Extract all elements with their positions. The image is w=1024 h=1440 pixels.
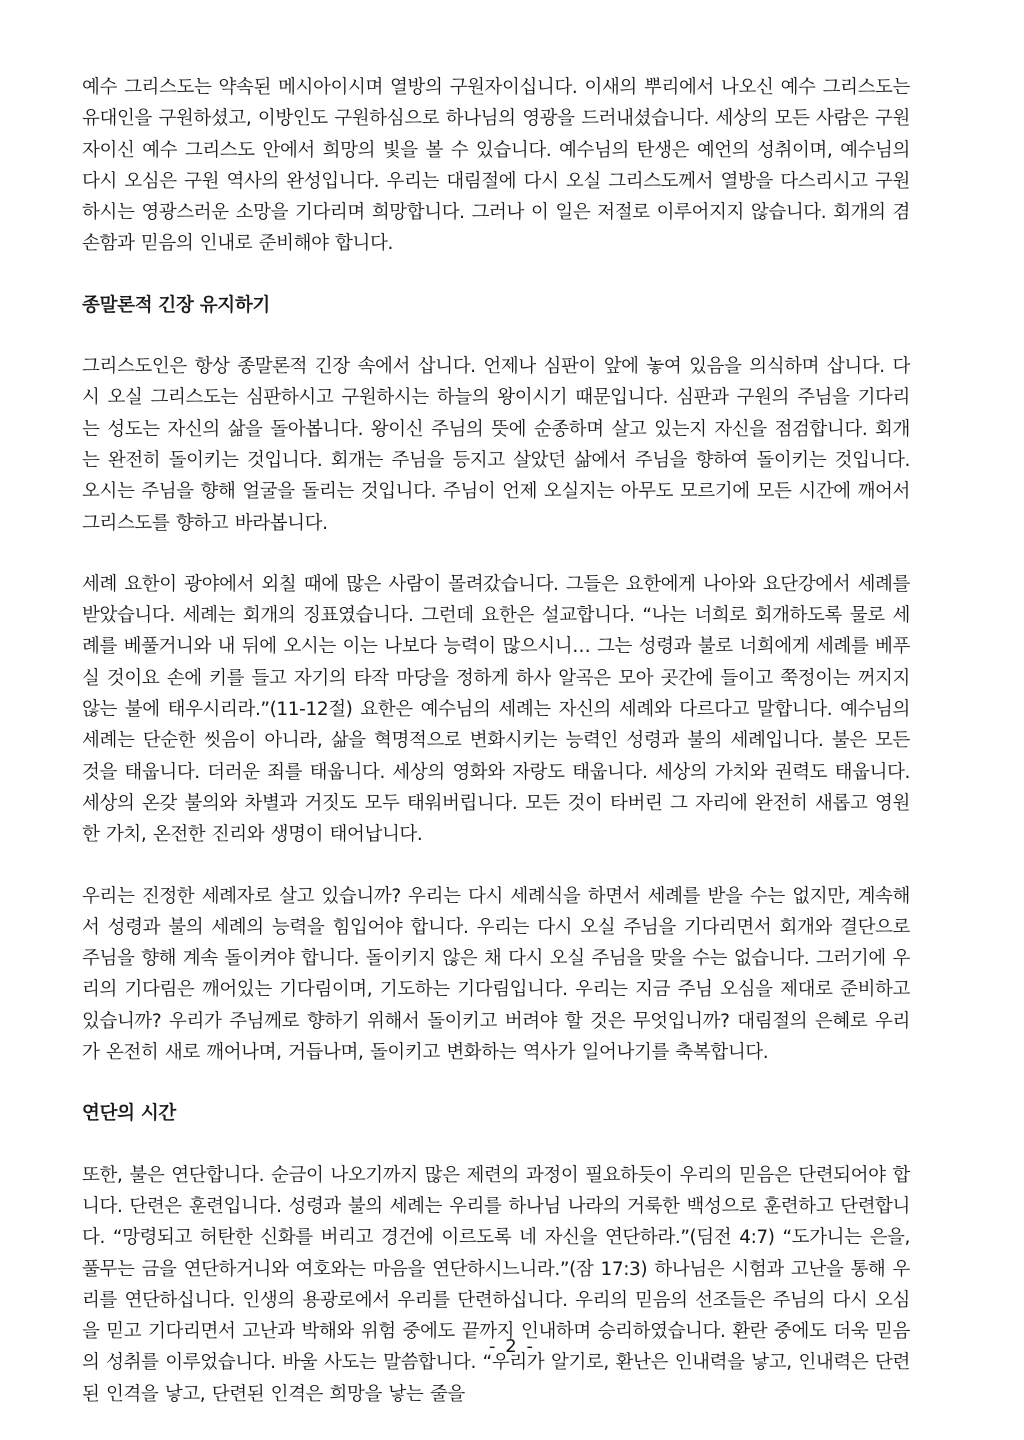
document-body (82, 72, 910, 1440)
paragraph: 그리스도인은 항상 종말론적 긴장 속에서 삽니다. 언제나 심판이 앞에 놓여 있음을 의식하며 삽니다. 다시 오실 그리스도는 심판하시고 구원하시는 하늘의 왕이시기 때문입니다. 심판과 구원의 주님을 기다리는 성도는 자신의 삶을 돌아봅니다. 왕이신 주님의 뜻에 순종하며 살고 있는지 자신을 점검합니다. 회개는 완전히 돌이키는 것입니다. 회개는 주님을 등지고 살았던 삶에서 주님을 향하여 돌이키는 것입니다. 오시는 주님을 향해 얼굴을 돌리는 것입니다. 주님이 언제 오실지는 아무도 모르기에 모든 시간에 깨어서 그리스도를 향하고 바라봅니다. (82, 356, 910, 534)
page-number: - 2 - (489, 1336, 535, 1357)
paragraph: 우리는 진정한 세례자로 살고 있습니까? 우리는 다시 세례식을 하면서 세례를 받을 수는 없지만, 계속해서 성령과 불의 세례의 능력을 힘입어야 합니다. 우리는 다시 오실 주님을 기다리면서 회개와 결단으로 주님을 향해 계속 돌이켜야 합니다. 돌이키지 않은 채 다시 오실 주님을 맞을 수는 없습니다. 그러기에 우리의 기다림은 깨어있는 기다림이며, 기도하는 기다림입니다. 우리는 지금 주님 오심을 제대로 준비하고 있습니까? 우리가 주님께로 향하기 위해서 돌이키고 버려야 할 것은 무엇입니까? 대림절의 은혜로 우리가 온전히 새로 깨어나며, 거듭나며, 돌이키고 변화하는 역사가 일어나기를 축복합니다. (82, 885, 910, 1064)
section-heading: 종말론적 긴장 유지하기 (82, 294, 270, 316)
paragraph: 세례 요한이 광야에서 외칠 때에 많은 사람이 몰려갔습니다. 그들은 요한에게 나아와 요단강에서 세례를 받았습니다. 세례는 회개의 징표였습니다. 그런데 요한은 설교합니다. “나는 너희로 회개하도록 물로 세례를 베풀거니와 내 뒤에 오시는 이는 나보다 능력이 많으시니… 그는 성령과 불로 너희에게 세례를 베푸실 것이요 손에 키를 들고 자기의 타작 마당을 정하게 하사 알곡은 모아 곳간에 들이고 쭉정이는 꺼지지 않는 불에 태우시리라.”(11-12절) 요한은 예수님의 세례는 자신의 세례와 다르다고 말합니다. 예수님의 세례는 단순한 씻음이 아니라, 삶을 혁명적으로 변화시키는 능력인 성령과 불의 세례입니다. 불은 모든 것을 태웁니다. 더러운 죄를 태웁니다. 세상의 영화와 자랑도 태웁니다. 세상의 가치와 권력도 태웁니다. 세상의 온갖 불의와 차별과 거짓도 모두 태워버립니다. 모든 것이 타버린 그 자리에 완전히 새롭고 영원한 가치, 온전한 진리와 생명이 태어납니다. (82, 573, 910, 846)
paragraph: 예수 그리스도는 약속된 메시아이시며 열방의 구원자이십니다. 이새의 뿌리에서 나오신 예수 그리스도는 유대인을 구원하셨고, 이방인도 구원하심으로 하나님의 영광을 드러내셨습니다. 세상의 모든 사람은 구원자이신 예수 그리스도 안에서 희망의 빛을 볼 수 있습니다. 예수님의 탄생은 예언의 성취이며, 예수님의 다시 오심은 구원 역사의 완성입니다. 우리는 대림절에 다시 오실 그리스도께서 열방을 다스리시고 구원하시는 영광스러운 소망을 기다리며 희망합니다. 그러나 이 일은 저절로 이루어지지 않습니다. 회개의 겸손함과 믿음의 인내로 준비해야 합니다. (82, 77, 910, 255)
section-heading: 연단의 시간 (82, 1103, 176, 1125)
paragraph: 또한, 불은 연단합니다. 순금이 나오기까지 많은 제련의 과정이 필요하듯이 우리의 믿음은 단련되어야 합니다. 단련은 훈련입니다. 성령과 불의 세례는 우리를 하나님 나라의 거룩한 백성으로 훈련하고 단련합니다. “망령되고 허탄한 신화를 버리고 경건에 이르도록 네 자신을 연단하라.”(딤전 4:7) “도가니는 은을, 풀무는 금을 연단하거니와 여호와는 마음을 연단하시느니라.”(잠 17:3) 하나님은 시험과 고난을 통해 우리를 연단하십니다. 인생의 용광로에서 우리를 단련하십니다. 우리의 믿음의 선조들은 주님의 다시 오심을 믿고 기다리면서 고난과 박해와 위험 중에도 끝까지 인내하며 승리하였습니다. 환란 중에도 더욱 믿음의 성취를 이루었습니다. 바울 사도는 말씀합니다. “우리가 알기로, 환난은 인내력을 낳고, 인내력은 단련된 인격을 낳고, 단련된 인격은 희망을 낳는 줄을 (82, 1164, 910, 1405)
